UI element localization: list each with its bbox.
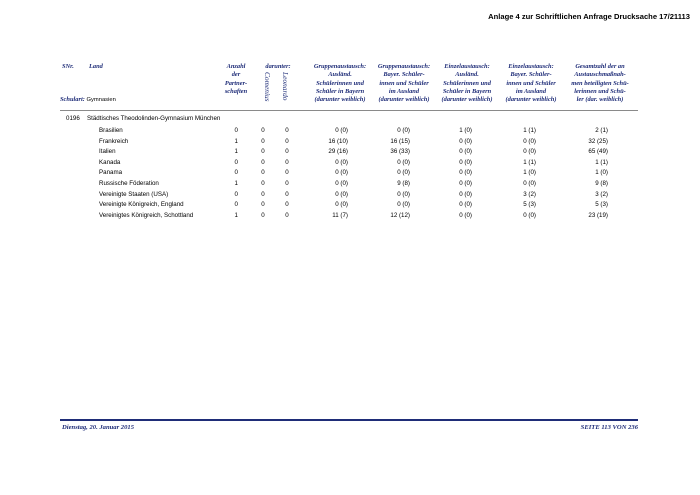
school-snr: 0196 — [66, 115, 80, 122]
cell-land: Panama — [99, 169, 123, 177]
schulart-line — [60, 96, 116, 103]
cell-comenius: 0 — [261, 148, 265, 156]
cell-einz-bayer: 1 (1) — [523, 158, 536, 166]
cell-gesamt: 9 (8) — [595, 180, 608, 187]
cell-leonardo: 0 — [285, 148, 289, 156]
cell-grp-ausl: 16 (10) — [328, 137, 348, 145]
table-row — [0, 179, 700, 190]
cell-grp-bayer: 0 (0) — [397, 190, 410, 198]
cell-grp-ausl: 29 (16) — [328, 148, 348, 156]
cell-land: Frankreich — [99, 137, 129, 145]
header-leonardo: Leonardo — [281, 72, 290, 101]
cell-leonardo: 0 — [285, 201, 289, 209]
school-name: Städtisches Theodolinden-Gymnasium München — [87, 115, 221, 122]
cell-grp-bayer: 12 (12) — [390, 211, 410, 219]
cell-comenius: 0 — [261, 180, 265, 187]
header-comenius: Comenius — [263, 72, 272, 102]
cell-comenius: 0 — [261, 127, 265, 134]
cell-grp-ausl: 0 (0) — [335, 127, 348, 134]
cell-land: Vereinigtes Königreich, Schottland — [99, 211, 194, 219]
header-snr: SNr. — [62, 63, 74, 70]
cell-grp-ausl: 0 (0) — [335, 158, 348, 166]
cell-grp-ausl: 0 (0) — [335, 169, 348, 177]
cell-comenius: 0 — [261, 201, 265, 209]
cell-comenius: 0 — [261, 211, 265, 219]
cell-anzahl: 0 — [234, 158, 238, 166]
cell-gesamt: 5 (3) — [595, 201, 608, 209]
cell-einz-bayer: 5 (3) — [523, 201, 536, 209]
cell-anzahl: 0 — [234, 201, 238, 209]
cell-einz-ausl: 0 (0) — [459, 211, 472, 219]
cell-gesamt: 23 (19) — [588, 211, 608, 219]
cell-einz-ausl: 0 (0) — [459, 190, 472, 198]
header-gruppenaustausch-auslaendisch: Gruppenaustausch: Ausländ. Schülerinnen und Schüler in Bayern (darunter weiblich) — [313, 63, 367, 104]
cell-land: Italien — [99, 148, 116, 156]
cell-einz-ausl: 0 (0) — [459, 148, 472, 156]
cell-comenius: 0 — [261, 190, 265, 198]
header-einzelaustausch-bayerisch: Einzelaustausch: Bayer. Schüler- innen und Schüler im Ausland (darunter weiblich) — [505, 63, 557, 104]
header-gesamtzahl: Gesamtzahl der an Austauschmaßnah- men beteiligten Schü- lerinnen und Schü- ler (dar. weiblich) — [571, 63, 629, 104]
cell-gesamt: 2 (1) — [595, 127, 608, 134]
header-darunter: darunter: — [265, 63, 291, 70]
table-row — [0, 200, 700, 211]
cell-gesamt: 32 (25) — [588, 137, 608, 145]
cell-einz-ausl: 0 (0) — [459, 169, 472, 177]
cell-land: Vereinigte Königreich, England — [99, 201, 184, 209]
school-row — [0, 114, 700, 125]
cell-grp-bayer: 0 (0) — [397, 169, 410, 177]
cell-einz-ausl: 0 (0) — [459, 158, 472, 166]
cell-leonardo: 0 — [285, 158, 289, 166]
cell-land: Brasilien — [99, 127, 123, 134]
cell-gesamt: 1 (0) — [595, 169, 608, 177]
header-land: Land — [89, 63, 103, 70]
cell-leonardo: 0 — [285, 211, 289, 219]
cell-grp-ausl: 0 (0) — [335, 201, 348, 209]
table-row — [0, 190, 700, 201]
schulart-value: Gymnasien — [86, 97, 116, 103]
cell-einz-bayer: 0 (0) — [523, 148, 536, 156]
cell-gesamt: 3 (2) — [595, 190, 608, 198]
table-row — [0, 126, 700, 137]
table-row — [0, 158, 700, 169]
cell-anzahl: 1 — [234, 137, 238, 145]
cell-einz-bayer: 0 (0) — [523, 137, 536, 145]
cell-gesamt: 1 (1) — [595, 158, 608, 166]
cell-einz-bayer: 1 (1) — [523, 127, 536, 134]
cell-anzahl: 1 — [234, 211, 238, 219]
cell-anzahl: 1 — [234, 148, 238, 156]
cell-einz-bayer: 0 (0) — [523, 180, 536, 187]
cell-comenius: 0 — [261, 169, 265, 177]
cell-einz-ausl: 1 (0) — [459, 127, 472, 134]
header-einzelaustausch-auslaendisch: Einzelaustausch: Ausländ. Schülerinnen und Schüler in Bayern (darunter weiblich) — [441, 63, 493, 104]
cell-einz-bayer: 3 (2) — [523, 190, 536, 198]
cell-anzahl: 0 — [234, 127, 238, 134]
cell-gesamt: 65 (49) — [588, 148, 608, 156]
cell-grp-bayer: 0 (0) — [397, 127, 410, 134]
footer-page: SEITE 113 VON 236 — [580, 424, 638, 431]
table-row — [0, 137, 700, 148]
cell-einz-bayer: 0 (0) — [523, 211, 536, 219]
table-row — [0, 211, 700, 222]
schulart-label: Schulart: — [60, 96, 85, 103]
cell-leonardo: 0 — [285, 180, 289, 187]
cell-leonardo: 0 — [285, 127, 289, 134]
cell-grp-bayer: 0 (0) — [397, 201, 410, 209]
cell-einz-bayer: 1 (0) — [523, 169, 536, 177]
header-gruppenaustausch-bayerisch: Gruppenaustausch: Bayer. Schüler- innen und Schüler im Ausland (darunter weiblich) — [377, 63, 431, 104]
header-divider — [60, 110, 638, 111]
cell-grp-ausl: 11 (7) — [332, 211, 348, 219]
cell-land: Kanada — [99, 158, 121, 166]
cell-grp-bayer: 9 (8) — [397, 180, 410, 187]
table-row — [0, 147, 700, 158]
cell-land: Russische Föderation — [99, 180, 159, 187]
cell-grp-bayer: 36 (33) — [390, 148, 410, 156]
document-title: Anlage 4 zur Schriftlichen Anfrage Drucksache 17/21113 — [488, 12, 690, 21]
cell-grp-ausl: 0 (0) — [335, 180, 348, 187]
cell-anzahl: 1 — [234, 180, 238, 187]
cell-einz-ausl: 0 (0) — [459, 137, 472, 145]
cell-leonardo: 0 — [285, 137, 289, 145]
cell-land: Vereinigte Staaten (USA) — [99, 190, 169, 198]
table-row — [0, 168, 700, 179]
cell-grp-bayer: 0 (0) — [397, 158, 410, 166]
cell-leonardo: 0 — [285, 169, 289, 177]
cell-grp-bayer: 16 (15) — [390, 137, 410, 145]
cell-anzahl: 0 — [234, 190, 238, 198]
cell-comenius: 0 — [261, 137, 265, 145]
cell-leonardo: 0 — [285, 190, 289, 198]
footer-divider — [60, 419, 638, 421]
header-anzahl: Anzahl der Partner- schaften — [224, 63, 248, 95]
cell-grp-ausl: 0 (0) — [335, 190, 348, 198]
cell-einz-ausl: 0 (0) — [459, 180, 472, 187]
cell-anzahl: 0 — [234, 169, 238, 177]
cell-comenius: 0 — [261, 158, 265, 166]
cell-einz-ausl: 0 (0) — [459, 201, 472, 209]
footer-date: Dienstag, 20. Januar 2015 — [62, 424, 134, 431]
